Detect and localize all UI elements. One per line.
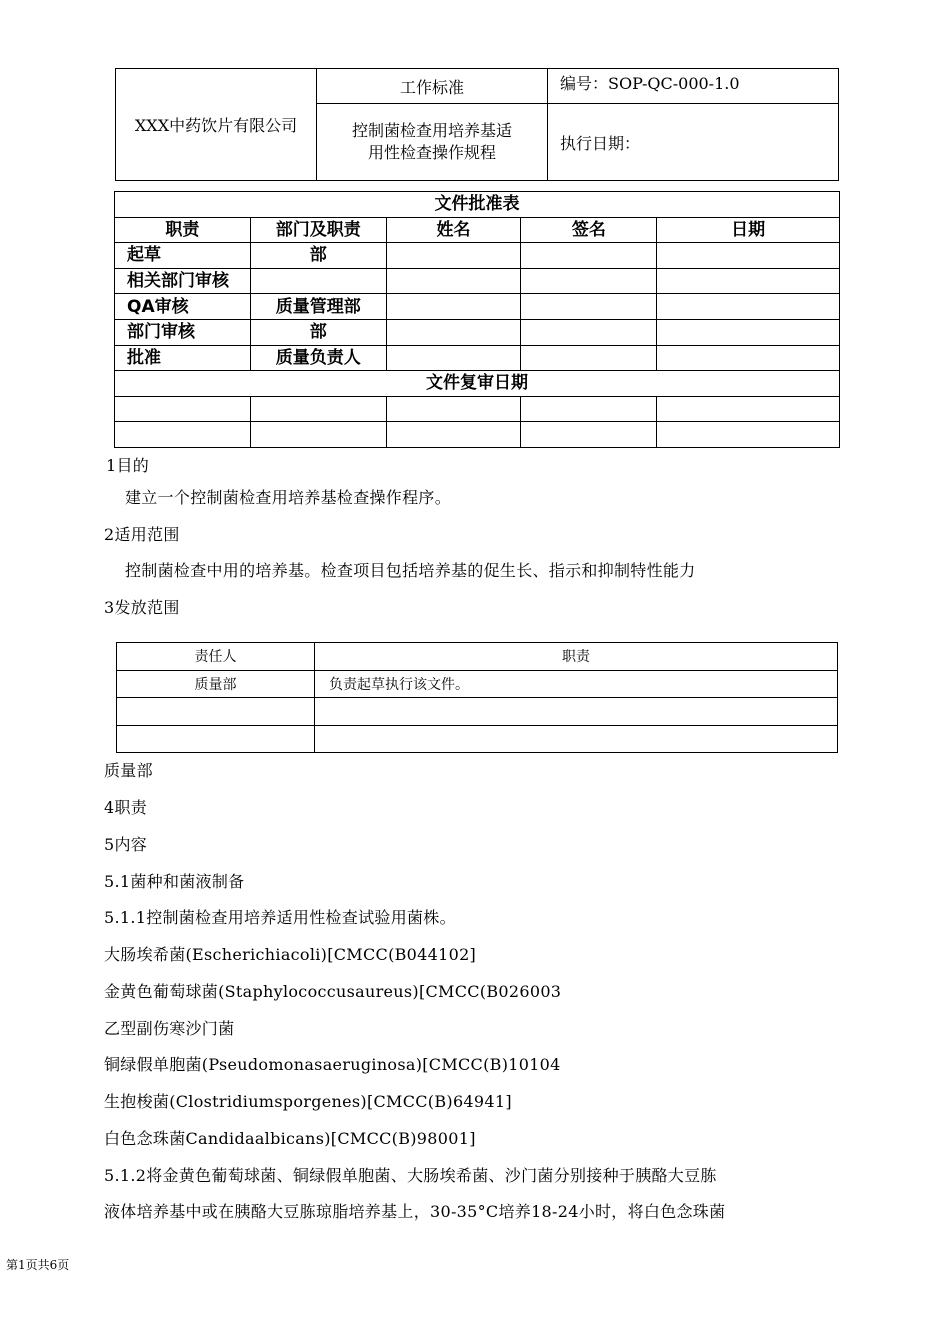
signature-cell — [521, 294, 657, 320]
name-cell — [386, 345, 521, 371]
strain-line: 铜绿假单胞菌(Pseudomonasaeruginosa)[CMCC(B)10104 — [104, 1055, 561, 1074]
table-row — [117, 670, 838, 698]
strain-line: 生抱梭菌(Clostridiumsporgenes)[CMCC(B)64941] — [104, 1092, 512, 1111]
approval-table — [114, 191, 840, 448]
section-5-1-heading: 5.1菌种和菌液制备 — [104, 872, 245, 891]
role-cell: 部门审核 — [115, 319, 251, 345]
standard-label: 工作标准 — [317, 69, 548, 104]
col-dept: 部门及职责 — [250, 217, 386, 243]
date-cell — [657, 294, 840, 320]
table-row — [115, 422, 840, 448]
strain-line: 金黄色葡萄球菌(Staphylococcusaureus)[CMCC(B026003 — [104, 982, 562, 1001]
table-row — [115, 319, 840, 345]
name-cell — [386, 268, 521, 294]
col-name: 姓名 — [386, 217, 521, 243]
section-5-1-2-line-2: 液体培养基中或在胰酪大豆胨琼脂培养基上，30-35°C培养18-24小时，将白色念珠菌 — [104, 1202, 726, 1221]
section-4-heading: 4职责 — [104, 798, 148, 817]
role-cell: QA审核 — [115, 294, 251, 320]
date-cell — [657, 345, 840, 371]
col-role: 职责 — [115, 217, 251, 243]
document-title — [317, 104, 548, 181]
person-cell — [117, 698, 315, 726]
title-line-1: 控制菌检查用培养基适 — [351, 121, 512, 140]
duty-cell: 负责起草执行该文件。 — [315, 670, 838, 698]
section-1-text: 建立一个控制菌检查用培养基检查操作程序。 — [125, 488, 452, 507]
dept-cell: 部 — [250, 243, 386, 269]
section-5-heading: 5内容 — [104, 835, 148, 854]
table-row — [117, 725, 838, 753]
date-cell — [657, 319, 840, 345]
name-cell — [386, 243, 521, 269]
table-row — [115, 294, 840, 320]
dept-cell: 质量管理部 — [250, 294, 386, 320]
section-2-heading: 2适用范围 — [104, 525, 180, 544]
signature-cell — [521, 345, 657, 371]
section-1-heading: 1目的 — [106, 456, 150, 475]
col-date: 日期 — [657, 217, 840, 243]
responsibility-table — [116, 642, 838, 753]
section-3-heading: 3发放范围 — [104, 598, 180, 617]
distribution-dept: 质量部 — [104, 761, 153, 780]
section-5-1-2-line-1: 5.1.2将金黄色葡萄球菌、铜绿假单胞菌、大肠埃希菌、沙门菌分别接种于胰酪大豆胨 — [104, 1166, 717, 1185]
role-cell: 起草 — [115, 243, 251, 269]
document-code: 编号：SOP-QC-000-1.0 — [548, 69, 839, 104]
role-cell: 相关部门审核 — [115, 268, 251, 294]
duty-cell — [315, 698, 838, 726]
document-header-table — [115, 68, 839, 181]
signature-cell — [521, 319, 657, 345]
title-line-2: 用性检查操作规程 — [367, 143, 496, 162]
name-cell — [386, 319, 521, 345]
strain-line: 白色念珠菌Candidaalbicans)[CMCC(B)98001] — [104, 1129, 476, 1148]
strain-line: 乙型副伤寒沙门菌 — [104, 1019, 235, 1038]
dept-cell — [250, 268, 386, 294]
section-5-1-1: 5.1.1控制菌检查用培养适用性检查试验用菌株。 — [104, 908, 456, 927]
person-cell: 质量部 — [117, 670, 315, 698]
date-cell — [657, 268, 840, 294]
approval-title: 文件批准表 — [115, 192, 840, 218]
table-row — [115, 345, 840, 371]
table-row — [115, 396, 840, 422]
date-cell — [657, 243, 840, 269]
page-footer: 第1页共6页 — [6, 1258, 70, 1272]
table-row — [115, 268, 840, 294]
signature-cell — [521, 243, 657, 269]
col-signature: 签名 — [521, 217, 657, 243]
execution-date: 执行日期： — [548, 104, 839, 181]
role-cell: 批准 — [115, 345, 251, 371]
table-row — [117, 698, 838, 726]
table-row — [115, 243, 840, 269]
duty-cell — [315, 725, 838, 753]
name-cell — [386, 294, 521, 320]
review-date-title: 文件复审日期 — [115, 371, 840, 397]
approval-header-row — [115, 217, 840, 243]
col-duty: 职责 — [315, 643, 838, 671]
col-person: 责任人 — [117, 643, 315, 671]
section-2-text: 控制菌检查中用的培养基。检查项目包括培养基的促生长、指示和抑制特性能力 — [125, 561, 696, 580]
dept-cell: 部 — [250, 319, 386, 345]
company-name: XXX中药饮片有限公司 — [116, 69, 317, 181]
signature-cell — [521, 268, 657, 294]
strain-line: 大肠埃希菌(Escherichiacoli)[CMCC(B044102] — [104, 945, 477, 964]
responsibility-header-row — [117, 643, 838, 671]
dept-cell: 质量负责人 — [250, 345, 386, 371]
person-cell — [117, 725, 315, 753]
